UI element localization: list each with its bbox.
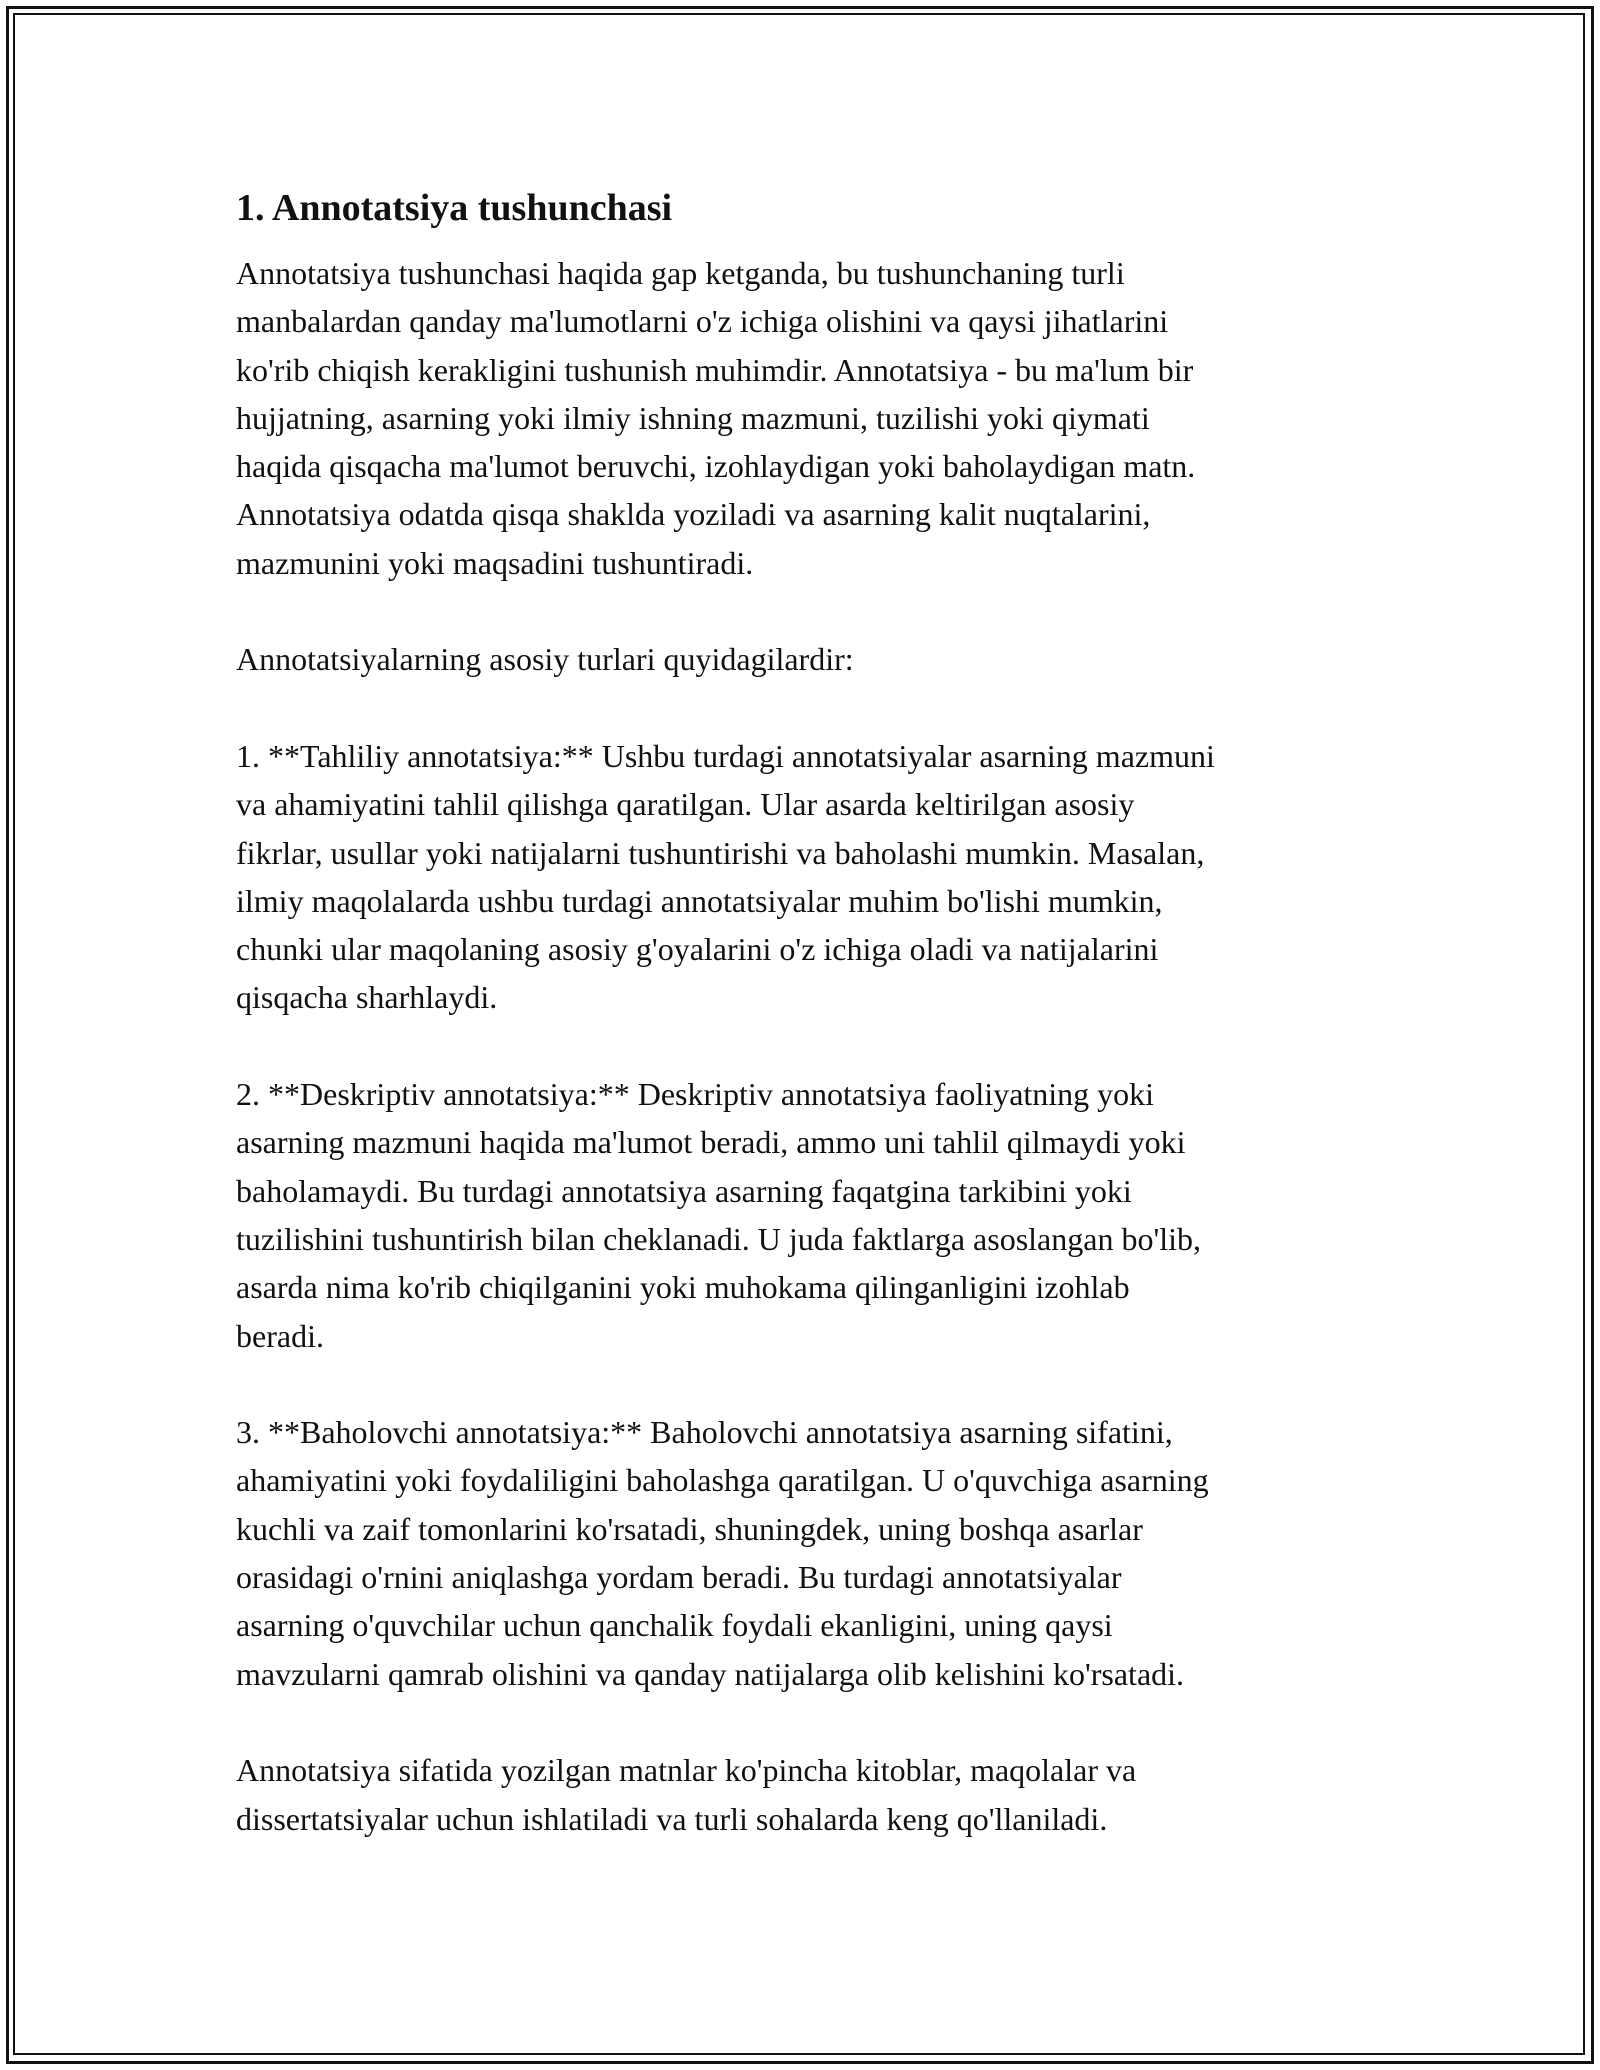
paragraph-descriptive-annotation: 2. **Deskriptiv annotatsiya:** Deskriptiv annotatsiya faoliyatning yoki asarning mazmuni haqida ma'lumot beradi, ammo uni tahlil qilmaydi yoki baholamaydi. Bu turdagi annotatsiya asarning faqatgina tarkibini yoki tuzilishini tushuntirish bilan cheklanadi. U juda faktlarga asoslangan bo'lib, asarda nima ko'rib chiqilganini yoki muhokama qilinganligini izohlab beradi. [236,1076,1201,1354]
paragraph-intro: Annotatsiya tushunchasi haqida gap ketganda, bu tushunchaning turli manbalardan qanday ma'lumotlarni o'z ichiga olishini va qaysi jihatlarini ko'rib chiqish kerakligini tushunish muhimdir. Annotatsiya - bu ma'lum bir hujjatning, asarning yoki ilmiy ishning mazmuni, tuzilishi yoki qiymati haqida qisqacha ma'lumot beruvchi, izohlaydigan yoki baholaydigan matn. Annotatsiya odatda qisqa shaklda yoziladi va asarning kalit nuqtalarini, mazmunini yoki maqsadini tushuntiradi. [236,255,1196,581]
paragraph-conclusion: Annotatsiya sifatida yozilgan matnlar ko'pincha kitoblar, maqolalar va dissertatsiyalar uchun ishlatiladi va turli sohalarda keng qo'llaniladi. [236,1752,1137,1837]
paragraph-types-heading: Annotatsiyalarning asosiy turlari quyidagilardir: [236,641,854,678]
section-title: 1. Annotatsiya tushunchasi [236,187,673,229]
paragraph-evaluative-annotation: 3. **Baholovchi annotatsiya:** Baholovchi annotatsiya asarning sifatini, ahamiyatini yoki foydaliligini baholashga qaratilgan. U o'quvchiga asarning kuchli va zaif tomonlarini ko'rsatadi, shuningdek, uning boshqa asarlar orasidagi o'rnini aniqlashga yordam beradi. Bu turdagi annotatsiyalar asarning o'quvchilar uchun qanchalik foydali ekanligini, uning qaysi mavzularni qamrab olishini va qanday natijalarga olib kelishini ko'rsatadi. [236,1414,1209,1692]
document-body [236,183,1376,1891]
paragraph-analytical-annotation: 1. **Tahliliy annotatsiya:** Ushbu turdagi annotatsiyalar asarning mazmuni va ahamiyatini tahlil qilishga qaratilgan. Ular asarda keltirilgan asosiy fikrlar, usullar yoki natijalarni tushuntirishi va baholashi mumkin. Masalan, ilmiy maqolalarda ushbu turdagi annotatsiyalar muhim bo'lishi mumkin, chunki ular maqolaning asosiy g'oyalarini o'z ichiga oladi va natijalarini qisqacha sharhlaydi. [236,737,1215,1016]
